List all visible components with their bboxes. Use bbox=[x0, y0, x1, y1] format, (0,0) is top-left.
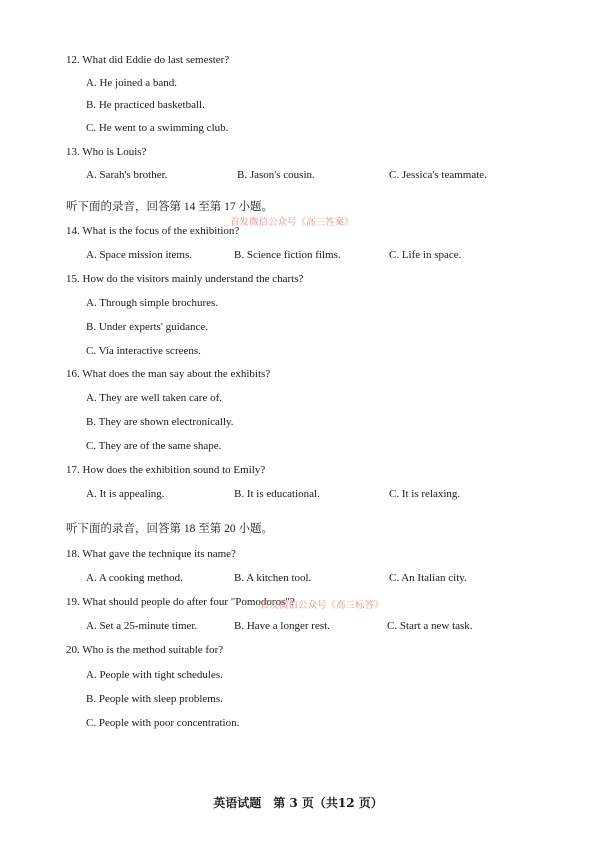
q15-option-c: C. Via interactive screens. bbox=[86, 345, 201, 357]
question-12: 12. What did Eddie do last semester? bbox=[66, 54, 230, 66]
q20-option-a: A. People with tight schedules. bbox=[86, 669, 223, 681]
section-heading-14-17: 听下面的录音，回答第 14 至第 17 小题。 bbox=[66, 201, 273, 213]
question-17: 17. How does the exhibition sound to Emily? bbox=[66, 464, 266, 476]
q18-option-b: B. A kitchen tool. bbox=[234, 572, 312, 584]
q14-option-c: C. Life in space. bbox=[389, 249, 462, 261]
q17-option-b: B. It is educational. bbox=[234, 488, 320, 500]
question-16: 16. What does the man say about the exhibits? bbox=[66, 368, 271, 380]
q18-option-c: C. An Italian city. bbox=[389, 572, 467, 584]
q19-option-a: A. Set a 25-minute timer. bbox=[86, 620, 198, 632]
q18-option-a: A. A cooking method. bbox=[86, 572, 183, 584]
q20-option-c: C. People with poor concentration. bbox=[86, 717, 240, 729]
question-20: 20. Who is the method suitable for? bbox=[66, 644, 224, 656]
q16-option-c: C. They are of the same shape. bbox=[86, 440, 222, 452]
question-19: 19. What should people do after four "Pomodoros"? bbox=[66, 596, 295, 608]
q16-option-a: A. They are well taken care of. bbox=[86, 392, 223, 404]
section-heading-18-20: 听下面的录音，回答第 18 至第 20 小题。 bbox=[66, 523, 273, 535]
q14-option-a: A. Space mission items. bbox=[86, 249, 193, 261]
q13-option-b: B. Jason's cousin. bbox=[237, 169, 315, 181]
q16-option-b: B. They are shown electronically. bbox=[86, 416, 234, 428]
q12-option-a: A. He joined a band. bbox=[86, 77, 178, 89]
q13-option-a: A. Sarah's brother. bbox=[86, 169, 168, 181]
q20-option-b: B. People with sleep problems. bbox=[86, 693, 223, 705]
q19-option-c: C. Start a new task. bbox=[387, 620, 473, 632]
watermark-2: 首发微信公众号《高三标答》 bbox=[260, 600, 384, 611]
q13-option-c: C. Jessica's teammate. bbox=[389, 169, 487, 181]
question-15: 15. How do the visitors mainly understand the charts? bbox=[66, 273, 304, 285]
question-14: 14. What is the focus of the exhibition? bbox=[66, 225, 240, 237]
q15-option-b: B. Under experts' guidance. bbox=[86, 321, 209, 333]
q17-option-c: C. It is relaxing. bbox=[389, 488, 461, 500]
q14-option-b: B. Science fiction films. bbox=[234, 249, 341, 261]
q19-option-b: B. Have a longer rest. bbox=[234, 620, 330, 632]
watermark-1: 首发微信公众号《高三答案》 bbox=[230, 217, 354, 228]
question-18: 18. What gave the technique its name? bbox=[66, 548, 236, 560]
page-footer: 英语试题 第 3 页（共12 页） bbox=[213, 796, 383, 810]
q17-option-a: A. It is appealing. bbox=[86, 488, 165, 500]
q12-option-b: B. He practiced basketball. bbox=[86, 99, 205, 111]
question-13: 13. Who is Louis? bbox=[66, 146, 147, 158]
q12-option-c: C. He went to a swimming club. bbox=[86, 122, 229, 134]
q15-option-a: A. Through simple brochures. bbox=[86, 297, 219, 309]
